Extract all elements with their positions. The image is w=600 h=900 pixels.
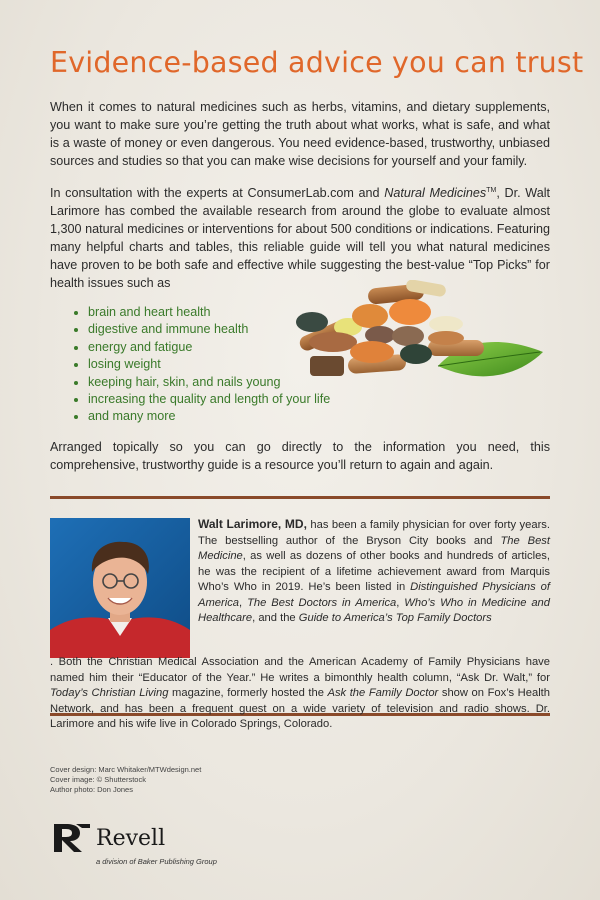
list-item: increasing the quality and length of your life: [72, 391, 330, 408]
intro-paragraph: When it comes to natural medicines such as herbs, vitamins, and dietary supplements, you want to make sure you’re getting the truth about what works, what is safe, and what is a waste of money or even dangerous. You need evidence-based, trustworthy, unbiased sources and studies so that you can make wise decisions for yourself and your family.: [50, 100, 550, 168]
divider: [50, 496, 550, 499]
list-item: losing weight: [72, 356, 330, 373]
list-item: energy and fatigue: [72, 339, 330, 356]
author-bio-bottom: . Both the Christian Medical Association and the American Academy of Family Physicians have named him their “Educator of the Year.” He writes a bimonthly health column, “Ask Dr. Walt,” for Today’s Christian Living magazine, formerly hosted the Ask the Family Doctor show on Fox’s Health Network, and has been a frequent guest on a wide variety of television and radio shows. Dr. Larimore and his wife live in Colorado Springs, Colorado.: [50, 656, 551, 730]
list-item: and many more: [72, 408, 330, 425]
list-item: brain and heart health: [72, 304, 330, 321]
list-item: digestive and immune health: [72, 321, 330, 338]
author-photo: [50, 518, 190, 658]
closing-paragraph: Arranged topically so you can go directly to the information you need, this comprehensive, trustworthy guide is a resource you’ll return to again and again.: [50, 440, 550, 472]
cover-credits: [50, 765, 201, 795]
consultation-paragraph: In consultation with the experts at ConsumerLab.com and Natural Medicines™, Dr. Walt Larimore has combed the available research from around the globe to evaluate almost 1,300 natural medicines or interventions for about 500 conditions or indications. Featuring many helpful charts and tables, this reliable guide will tell you what natural medicines have proven to be both safe and effective while suggesting the best-value “Top Picks” for health issues such as: [50, 186, 551, 291]
credit-line: Cover design: Marc Whitaker/MTWdesign.net: [50, 765, 202, 774]
revell-logo-icon: [52, 820, 92, 854]
credit-line: Author photo: Don Jones: [50, 785, 133, 794]
author-bio-top: Walt Larimore, MD, has been a family physician for over forty years. The bestselling author of the Bryson City books and The Best Medicine, as well as dozens of other books and hundreds of articles, he was the recipient of a lifetime achievement award from Marquis Who’s Who in 2019. He’s been listed in Distinguished Physicians of America, The Best Doctors in America, Who’s Who in Medicine and Healthcare, and the Guide to America’s Top Family Doctors: [198, 517, 551, 624]
author-name: Walt Larimore, MD,: [198, 517, 307, 531]
pills-and-leaf-image: [288, 280, 548, 395]
credit-line: Cover image: © Shutterstock: [50, 775, 146, 784]
list-item: keeping hair, skin, and nails young: [72, 374, 330, 391]
publisher-name: Revell: [96, 826, 166, 851]
headline: Evidence-based advice you can trust: [50, 46, 584, 79]
publisher-tagline: a division of Baker Publishing Group: [96, 857, 217, 866]
